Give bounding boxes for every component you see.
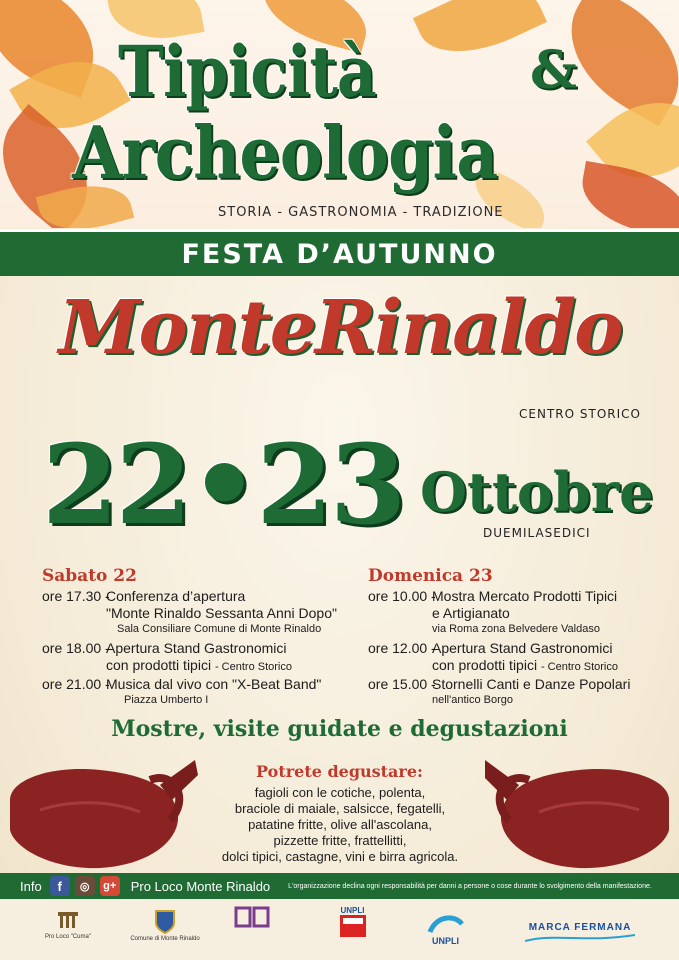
instagram-icon[interactable]: ◎ — [75, 876, 95, 896]
tasting-line: braciole di maiale, salsicce, fegatelli, — [234, 801, 446, 816]
schedule-item-line: "Monte Rinaldo Sessanta Anni Dopo" — [106, 605, 337, 621]
schedule-item: ore 10.00 -Mostra Mercato Prodotti Tipici — [368, 588, 618, 604]
tasting-line: fagioli con le cotiche, polenta, — [254, 785, 426, 800]
pro-loco-cuma-logo: Pro Loco "Cuma" — [38, 908, 98, 940]
schedule-item: ore 21.00 -Musica dal vivo con "X-Beat Band" — [42, 676, 322, 692]
marca-fermana-logo: MARCA FERMANA — [520, 922, 640, 945]
unpli-logo: UNPLI — [418, 912, 473, 946]
town-area: CENTRO STORICO — [519, 407, 641, 421]
schedule-item-line: con prodotti tipici - Centro Storico — [432, 657, 618, 673]
tasting-line: pizzette fritte, frattellitti, — [273, 833, 407, 848]
schedule-item-line: e Artigianato — [432, 605, 510, 621]
title-archeologia: Archeologia — [72, 110, 498, 195]
comune-monte-rinaldo-logo: Comune di Monte Rinaldo — [130, 908, 200, 942]
info-label: Info — [20, 878, 42, 894]
info-bar — [0, 873, 679, 899]
autumn-leaves-header — [0, 0, 679, 228]
sponsor-logos — [0, 900, 679, 960]
title-tipicita: Tipicità — [118, 30, 376, 113]
amphora-left-icon — [0, 740, 200, 880]
sistema-museale-logo — [225, 904, 285, 934]
schedule-item-line: con prodotti tipici - Centro Storico — [106, 657, 292, 673]
tasting-list — [180, 785, 500, 865]
highlights-line: Mostre, visite guidate e degustazioni — [111, 716, 568, 742]
schedule-item: ore 12.00 -Apertura Stand Gastronomici — [368, 640, 613, 656]
schedule-item: ore 17.30 -Conferenza d’apertura — [42, 588, 246, 604]
organizer-name: Pro Loco Monte Rinaldo — [130, 878, 271, 894]
event-year: DUEMILASEDICI — [483, 526, 591, 540]
schedule-place: nell'antico Borgo — [432, 694, 513, 706]
amphora-right-icon — [485, 740, 679, 880]
event-days: 22•23 — [42, 420, 404, 549]
schedule-item: ore 15.00 -Stornelli Canti e Danze Popolari — [368, 676, 631, 692]
tasting-line: dolci tipici, castagne, vini e birra agricola. — [221, 849, 459, 864]
town-name: MonteRinaldo — [58, 285, 622, 371]
tasting-line: patatine fritte, olive all'ascolana, — [248, 817, 432, 832]
facebook-icon[interactable]: f — [50, 876, 70, 896]
schedule-place: Piazza Umberto I — [124, 694, 209, 706]
subtitle: STORIA - GASTRONOMIA - TRADIZIONE — [218, 205, 504, 220]
festa-band — [0, 229, 679, 276]
title-ampersand: & — [530, 40, 577, 101]
festa-title: FESTA D’AUTUNNO — [181, 238, 498, 270]
schedule-item: ore 18.00 -Apertura Stand Gastronomici — [42, 640, 287, 656]
leaf-decoration — [413, 0, 547, 73]
unpli-marche-logo: UNPLI — [330, 906, 375, 939]
schedule-place: Sala Consiliare Comune di Monte Rinaldo — [117, 623, 322, 635]
saturday-heading: Sabato 22 — [42, 566, 137, 586]
tasting-heading: Potrete degustare: — [256, 762, 423, 781]
google-plus-icon[interactable]: g+ — [100, 876, 120, 896]
sunday-heading: Domenica 23 — [368, 566, 493, 586]
schedule-place: via Roma zona Belvedere Valdaso — [432, 623, 600, 635]
disclaimer: L'organizzazione declina ogni responsabilità per danni a persone o cose durante lo svolgimento della manifestazione. — [288, 882, 652, 890]
event-month: Ottobre — [420, 460, 654, 524]
